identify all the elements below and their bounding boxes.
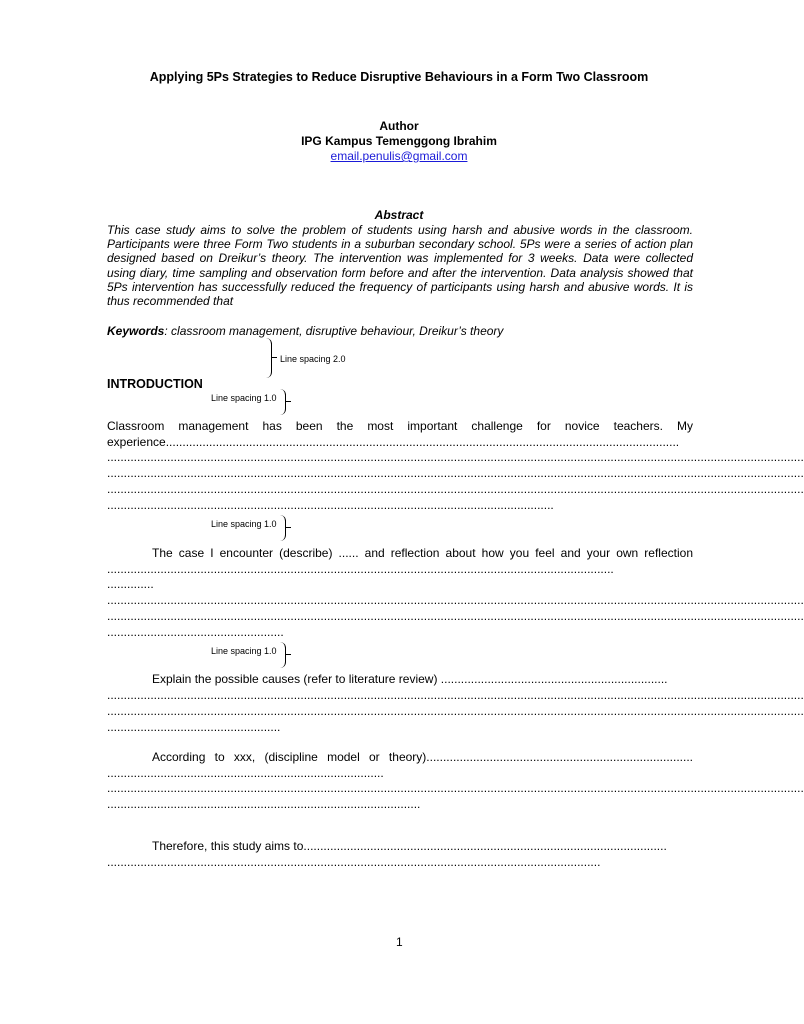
keywords-label: Keywords xyxy=(107,324,165,338)
placeholder-dots: ................................................................................................................................................................................................................. xyxy=(107,466,804,480)
placeholder-dots: ................................................................................................................................................................................................................. xyxy=(107,450,804,464)
brace-tip-icon xyxy=(286,401,291,402)
brace-icon xyxy=(277,389,286,415)
abstract-heading: Abstract xyxy=(374,208,424,222)
line-spacing-note: Line spacing 1.0 xyxy=(211,393,277,403)
brace-tip-icon xyxy=(286,527,291,528)
brace-tip-icon xyxy=(286,654,291,655)
placeholder-dots: .................................................................................................................................................... xyxy=(107,855,601,869)
placeholder-dots: ................................................................................................................................................................................................................. xyxy=(107,593,804,607)
brace-icon xyxy=(263,338,272,378)
author-email-link[interactable]: email.penulis@gmail.com xyxy=(330,149,468,163)
introduction-paragraph-2: The case I encounter (describe) ...... and reflection about how you feel and your own reflection ........................................................................................................................................................ xyxy=(107,546,693,576)
page-number: 1 xyxy=(396,935,403,949)
keywords-line xyxy=(107,324,503,338)
introduction-heading: INTRODUCTION xyxy=(107,377,203,391)
placeholder-dots: ................................................................................................................................................................................................................. xyxy=(107,704,804,718)
placeholder-dots: ................................................................................................................................................................................................................. xyxy=(107,482,804,496)
brace-icon xyxy=(277,515,286,541)
introduction-paragraph-5: Therefore, this study aims to............................................................................................................. xyxy=(152,839,667,853)
placeholder-dots: .................................................... xyxy=(107,720,281,734)
introduction-paragraph-4: According to xxx, (discipline model or theory)................................................................................ ................................................................................... xyxy=(107,750,693,780)
placeholder-dots: .............. xyxy=(107,577,154,591)
placeholder-dots: ...................................................................................................................................... xyxy=(107,498,554,512)
placeholder-dots: ..................................................... xyxy=(107,625,284,639)
brace-icon xyxy=(277,642,286,668)
introduction-paragraph-3: Explain the possible causes (refer to literature review) .................................................................... xyxy=(152,672,668,686)
keywords-text: : classroom management, disruptive behaviour, Dreikur’s theory xyxy=(164,324,504,338)
paper-title: Applying 5Ps Strategies to Reduce Disruptive Behaviours in a Form Two Classroom xyxy=(149,70,649,84)
placeholder-dots: ................................................................................................................................................................................................................. xyxy=(107,688,804,702)
introduction-paragraph-1: Classroom management has been the most important challenge for novice teachers. My experience.......................................................................................................................................................... xyxy=(107,419,693,449)
placeholder-dots: ................................................................................................................................................................................................................. xyxy=(107,781,804,795)
placeholder-dots: ................................................................................................................................................................................................................. xyxy=(107,609,804,623)
line-spacing-note: Line spacing 1.0 xyxy=(211,519,277,529)
line-spacing-note: Line spacing 1.0 xyxy=(211,646,277,656)
line-spacing-note: Line spacing 2.0 xyxy=(280,354,346,364)
author-affiliation: IPG Kampus Temenggong Ibrahim xyxy=(301,134,497,148)
author-label: Author xyxy=(379,119,419,133)
abstract-text: This case study aims to solve the problem of students using harsh and abusive words in the classroom. Participants were three Form Two students in a suburban secondary school. 5Ps were a series of action plan designed based on Dreikur’s theory. The intervention was implemented for 3 weeks. Data were collected using diary, time sampling and observation form before and after the intervention. Data analysis showed that 5Ps intervention has successfully reduced the frequency of participants using harsh and abusive words. It is thus recommended that xyxy=(107,223,693,309)
brace-tip-icon xyxy=(272,357,277,358)
placeholder-dots: .............................................................................................. xyxy=(107,797,421,811)
